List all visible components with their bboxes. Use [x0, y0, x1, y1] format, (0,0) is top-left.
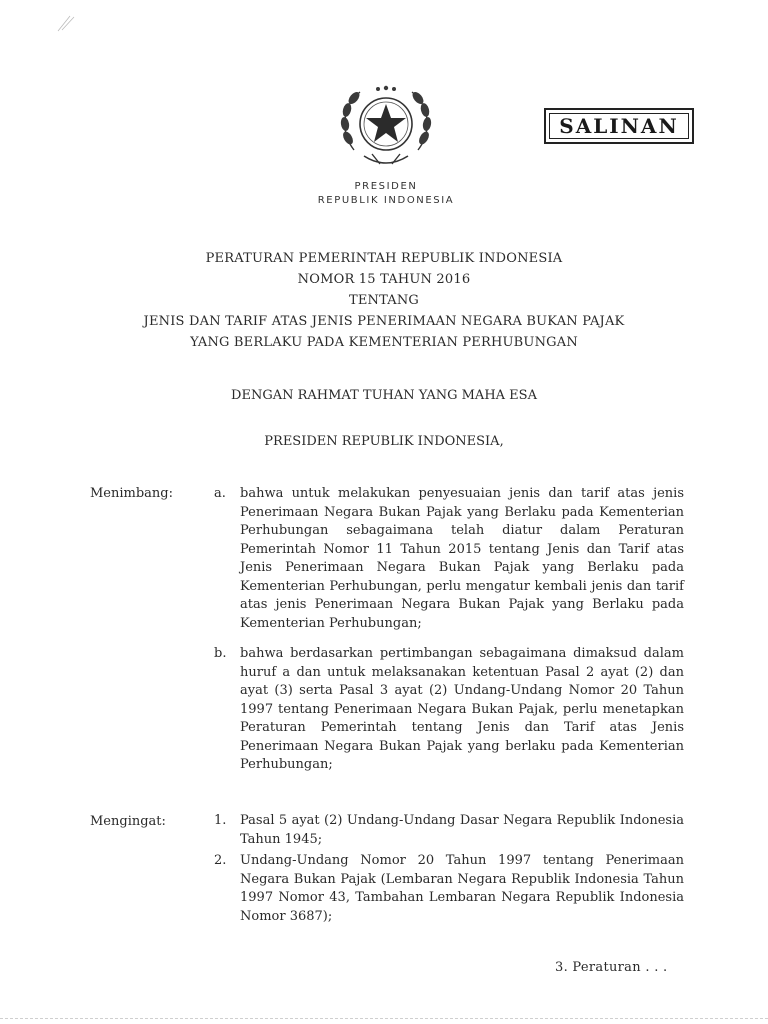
mengingat-item-2 — [214, 852, 684, 926]
item-marker: 2. — [214, 853, 227, 868]
office-label — [300, 180, 472, 208]
menimbang-label: Menimbang: — [90, 486, 174, 501]
item-text: bahwa berdasarkan pertimbangan sebagaimana dimaksud dalam huruf a dan untuk melaksanakan ketentuan Pasal 2 ayat (2) dan ayat (3) serta Pasal 3 ayat (2) Undang-Undang Nomor 20 Tahun 1997 tentang Penerimaan Negara Bukan Pajak, perlu menetapkan Peraturan Pemerintah tentang Jenis dan Tarif atas Jenis Penerimaan Negara Bukan Pajak yang berlaku pada Kementerian Perhubungan; — [240, 646, 684, 772]
menimbang-item-b — [214, 645, 684, 775]
title-line-4: JENIS DAN TARIF ATAS JENIS PENERIMAAN NEGARA BUKAN PAJAK — [143, 314, 625, 329]
item-marker: b. — [214, 646, 227, 661]
item-marker: a. — [214, 486, 226, 501]
regulation-title — [60, 248, 708, 353]
issuer: PRESIDEN REPUBLIK INDONESIA, — [264, 434, 504, 449]
title-line-5: YANG BERLAKU PADA KEMENTERIAN PERHUBUNGAN — [190, 335, 578, 350]
scan-edge-divider — [0, 1018, 768, 1020]
invocation: DENGAN RAHMAT TUHAN YANG MAHA ESA — [231, 388, 537, 403]
item-marker: 1. — [214, 813, 227, 828]
item-text: bahwa untuk melakukan penyesuaian jenis dan tarif atas jenis Penerimaan Negara Bukan Pajak yang Berlaku pada Kementerian Perhubungan sebagaimana telah diatur dalam Peraturan Pemerintah Nomor 11 Tahun 2015 tentang Jenis dan Tarif atas Jenis Penerimaan Negara Bukan Pajak yang Berlaku pada Kementerian Perhubungan, perlu mengatur kembali jenis dan tarif atas jenis Penerimaan Negara Bukan Pajak yang Berlaku pada Kementerian Perhubungan; — [240, 486, 684, 631]
salinan-stamp: SALINAN — [544, 108, 694, 144]
item-text: Undang-Undang Nomor 20 Tahun 1997 tentang Penerimaan Negara Bukan Pajak (Lembaran Negara Republik Indonesia Tahun 1997 Nomor 43, Tambahan Lembaran Negara Republik Indonesia Nomor 3687); — [240, 853, 684, 924]
office-line-2: REPUBLIK INDONESIA — [317, 195, 455, 206]
item-text: Pasal 5 ayat (2) Undang-Undang Dasar Negara Republik Indonesia Tahun 1945; — [240, 813, 684, 847]
title-line-2: NOMOR 15 TAHUN 2016 — [297, 272, 471, 287]
title-line-3: TENTANG — [348, 293, 420, 308]
garuda-emblem-icon — [334, 80, 438, 172]
mengingat-item-1 — [214, 812, 684, 849]
office-line-1: PRESIDEN — [354, 181, 418, 192]
page-continuation: 3. Peraturan . . . — [555, 960, 668, 975]
scan-mark — [56, 14, 78, 32]
mengingat-label: Mengingat: — [90, 814, 166, 829]
title-line-1: PERATURAN PEMERINTAH REPUBLIK INDONESIA — [205, 251, 563, 266]
menimbang-item-a — [214, 485, 684, 633]
